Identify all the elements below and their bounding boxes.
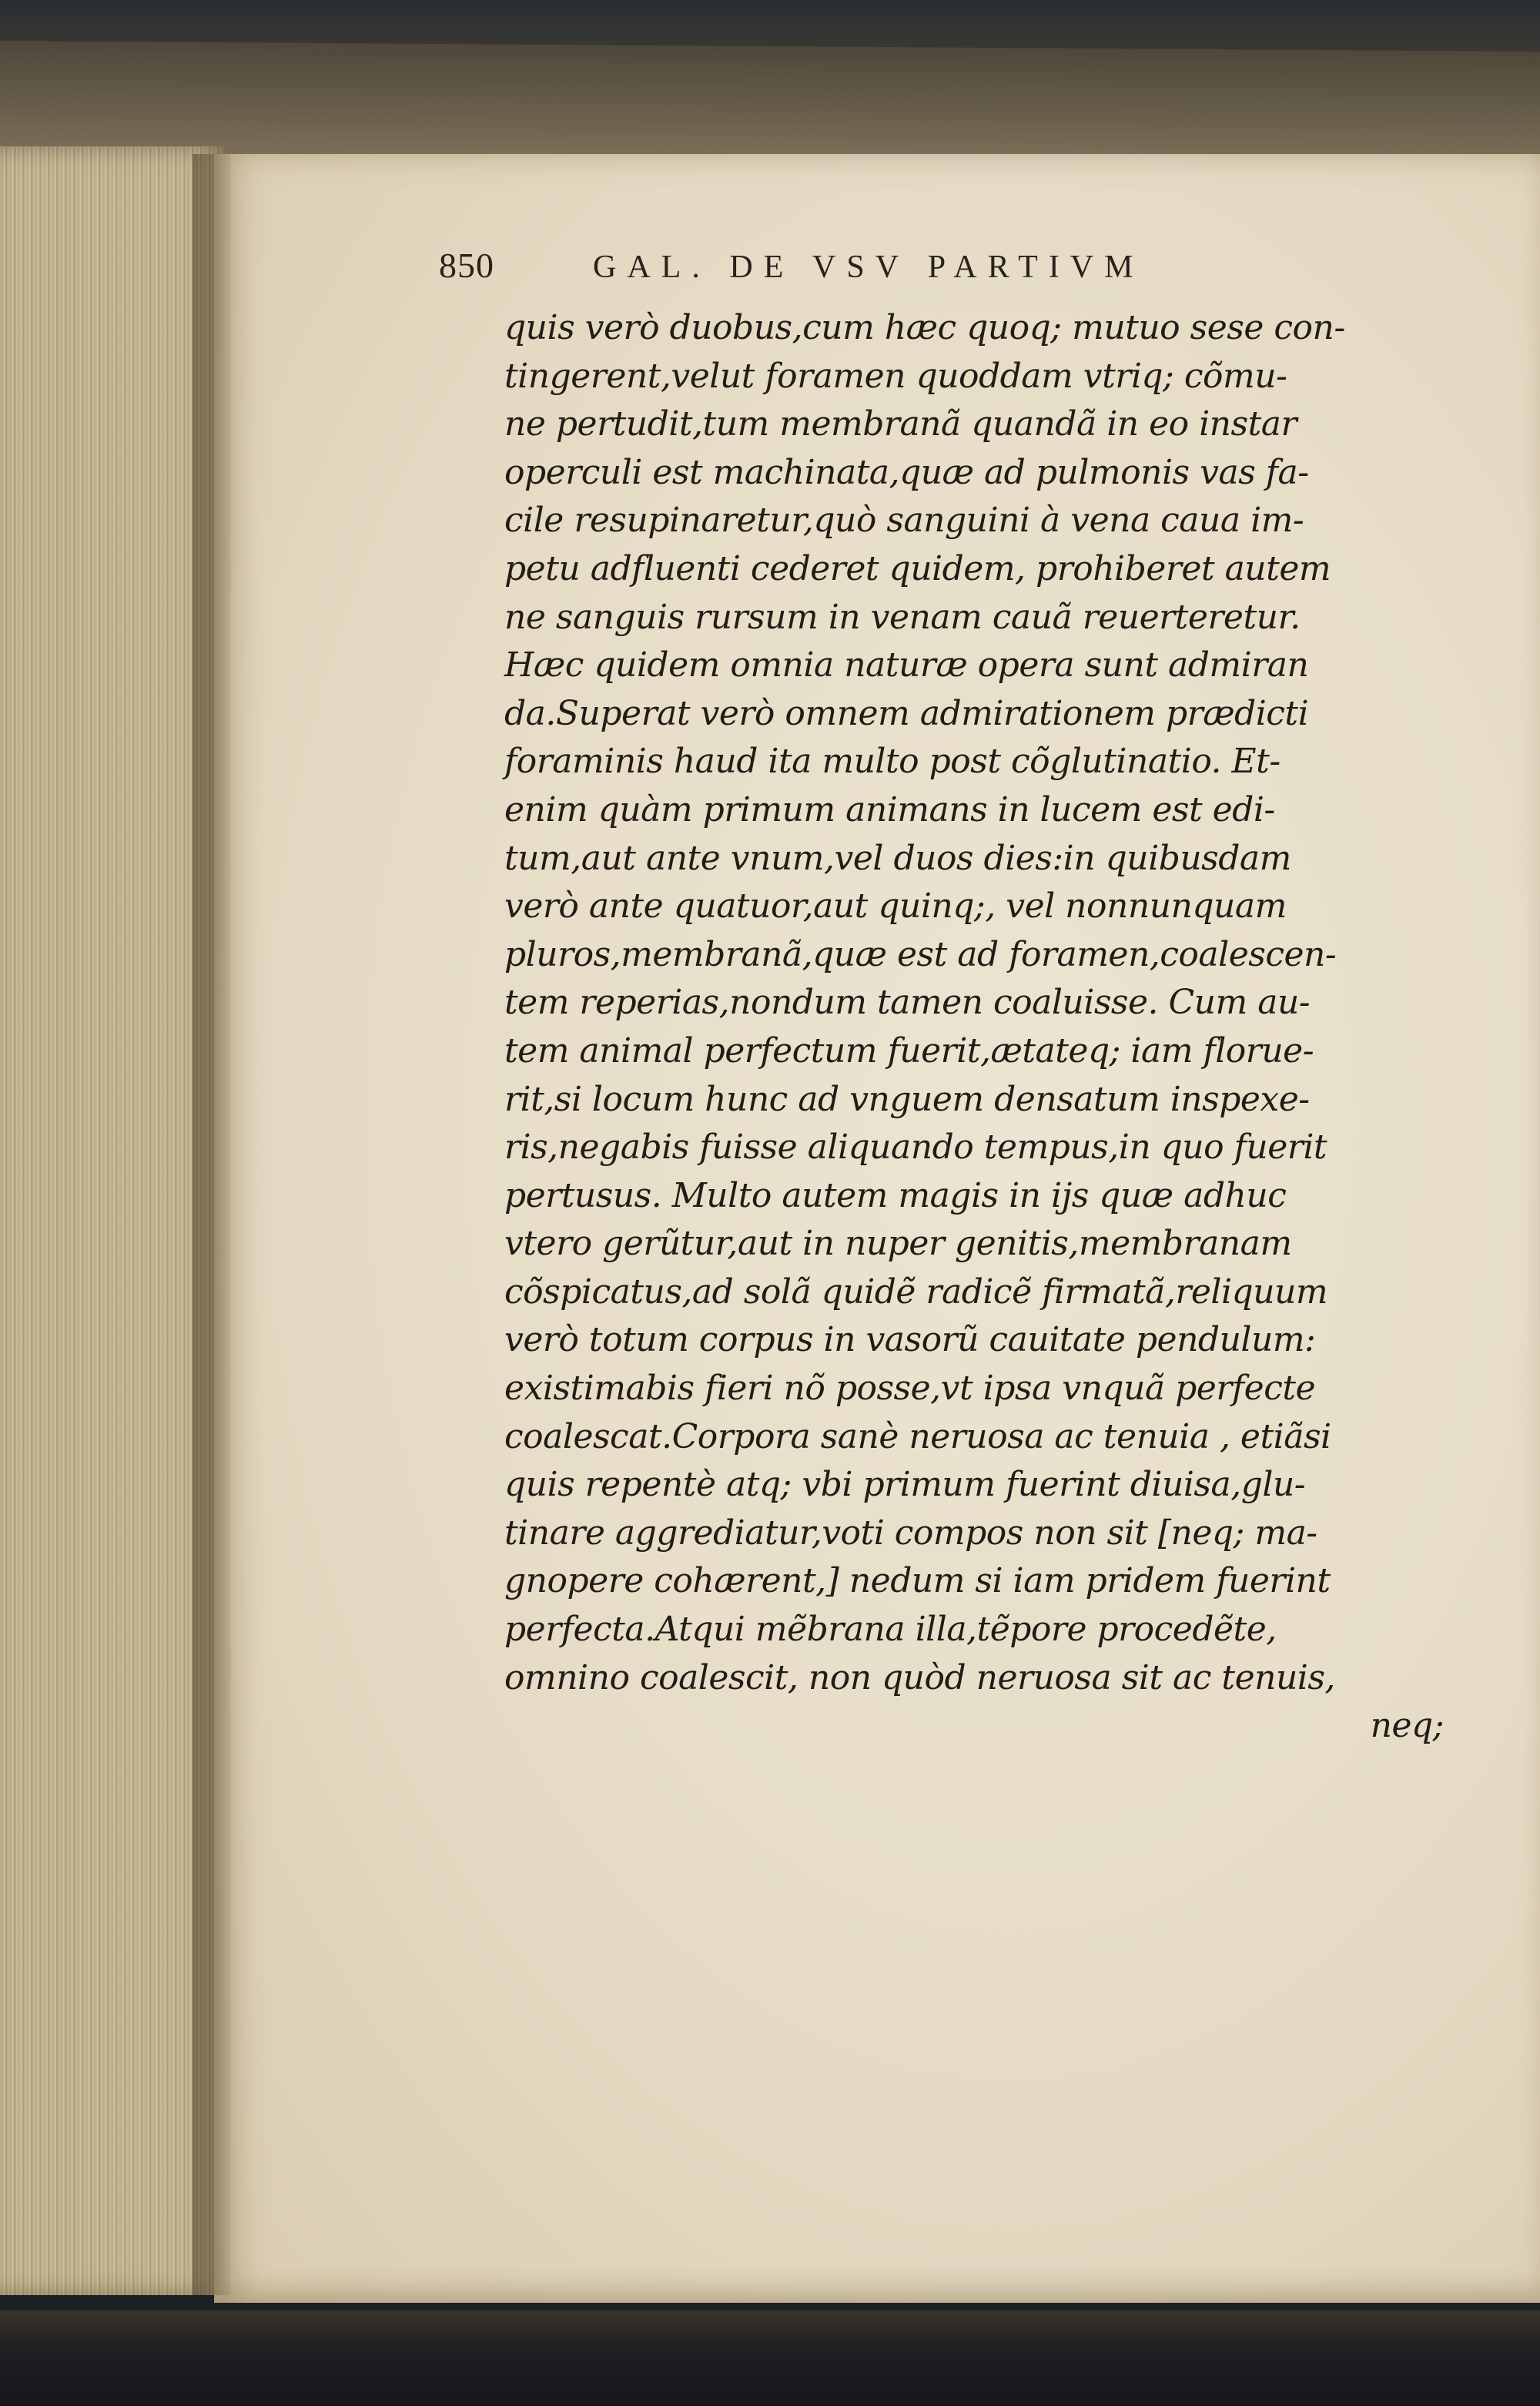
text-line: ris,negabis fuisse aliquando tempus,in quo fuerit	[504, 1128, 1327, 1168]
text-line: tingerent,velut foramen quoddam vtriq; cõmu-	[504, 356, 1287, 396]
text-line: rit,si locum hunc ad vnguem densatum inspexe-	[504, 1079, 1310, 1119]
text-line: quis repentè atq; vbi primum fuerint diuisa,glu-	[504, 1465, 1306, 1505]
text-line: ne sanguis rursum in venam cauã reuerteretur.	[504, 597, 1301, 637]
text-line: da.Superat verò omnem admirationem prædicti	[504, 693, 1309, 733]
text-line: omnino coalescit, non quòd neruosa sit ac tenuis,	[504, 1657, 1335, 1697]
text-line: pluros,membranã,quæ est ad foramen,coalescen-	[504, 934, 1337, 974]
text-line: coalescat.Corpora sanè neruosa ac tenuia , etiãsi	[504, 1416, 1331, 1456]
text-line: ne pertudit,tum membranã quandã in eo instar	[504, 404, 1297, 444]
book-cover-edge	[0, 41, 1540, 167]
text-line: verò ante quatuor,aut quinq;, vel nonnunquam	[504, 886, 1287, 927]
text-line: cõspicatus,ad solã quidẽ radicẽ firmatã,reliquum	[504, 1272, 1328, 1312]
page-block-edges	[0, 146, 223, 2295]
text-line: tum,aut ante vnum,vel duos dies:in quibusdam	[504, 838, 1291, 878]
backdrop-bottom	[0, 2310, 1540, 2406]
running-title: GAL. DE VSV PARTIVM	[593, 250, 1144, 285]
text-line: vtero gerũtur,aut in nuper genitis,membranam	[504, 1224, 1292, 1264]
text-line: gnopere cohærent,] nedum si iam pridem fuerint	[504, 1561, 1331, 1601]
text-line: quis verò duobus,cum hæc quoq; mutuo sese con-	[504, 308, 1345, 347]
text-line: tem reperias,nondum tamen coaluisse. Cum au-	[504, 983, 1311, 1023]
catchword: neq;	[1370, 1706, 1444, 1746]
gutter-shadow	[192, 154, 231, 2295]
text-line: operculi est machinata,quæ ad pulmonis vas fa-	[504, 452, 1309, 492]
text-line: enim quàm primum animans in lucem est edi-	[504, 789, 1275, 829]
running-head	[439, 245, 1363, 291]
text-line: foraminis haud ita multo post cõglutinatio. Et-	[504, 742, 1281, 782]
text-line: tem animal perfectum fuerit,ætateq; iam florue-	[504, 1030, 1314, 1071]
text-line: cile resupinaretur,quò sanguini à vena caua im-	[504, 501, 1304, 541]
text-line: Hæc quidem omnia naturæ opera sunt admiran	[504, 645, 1309, 685]
text-line: pertusus. Multo autem magis in ijs quæ adhuc	[504, 1175, 1287, 1215]
page-number: 850	[439, 246, 494, 285]
body-text	[504, 304, 1475, 1751]
text-line: existimabis fieri nõ posse,vt ipsa vnquã perfecte	[504, 1369, 1316, 1409]
text-line: perfecta.Atqui mẽbrana illa,tẽpore procedẽte,	[504, 1610, 1277, 1650]
text-line: petu adfluenti cederet quidem, prohiberet autem	[504, 548, 1331, 588]
text-line: verò totum corpus in vasorũ cauitate pendulum:	[504, 1320, 1316, 1360]
text-line: tinare aggrediatur,voti compos non sit [neq; ma-	[504, 1513, 1317, 1553]
